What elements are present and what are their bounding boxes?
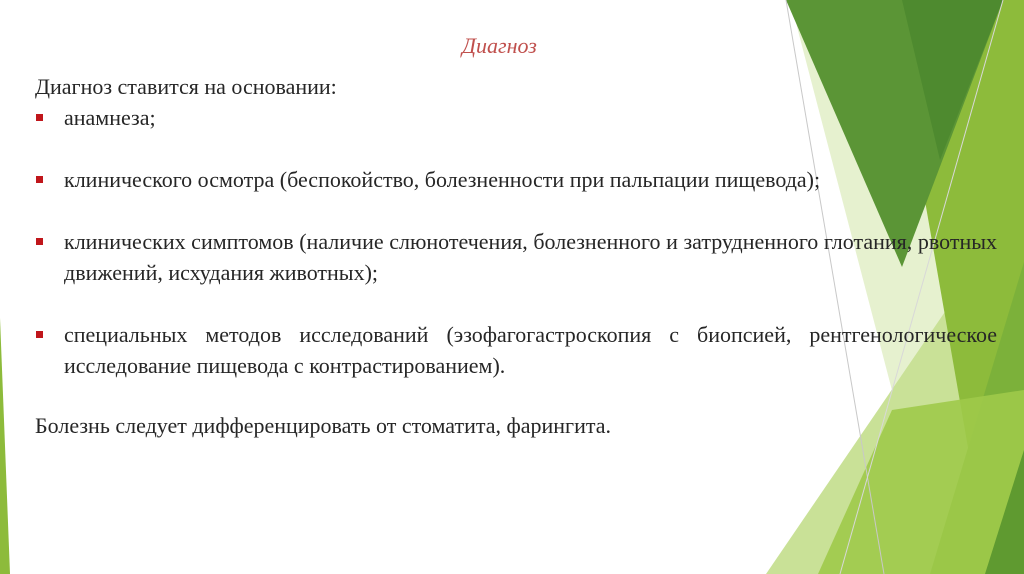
- list-item-text: специальных методов исследований (эзофагогастроскопия с биопсией, рентгенологическое исследование пищевода с контрастированием).: [64, 322, 997, 378]
- square-bullet-icon: [36, 176, 43, 183]
- list-item-text: анамнеза;: [64, 105, 156, 130]
- square-bullet-icon: [36, 331, 43, 338]
- list-item: [35, 319, 997, 381]
- slide-content: [35, 71, 997, 441]
- list-item-text: клинических симптомов (наличие слюнотечения, болезненного и затрудненного глотания, рвотных движений, исхудания животных);: [64, 229, 997, 285]
- left-edge-triangle: [0, 318, 10, 574]
- square-bullet-icon: [36, 114, 43, 121]
- conclusion-text: Болезнь следует дифференцировать от стоматита, фарингита.: [35, 413, 611, 438]
- bullet-list: [35, 102, 997, 381]
- list-item-text: клинического осмотра (беспокойство, болезненности при пальпации пищевода);: [64, 167, 821, 192]
- list-item: [35, 164, 997, 195]
- slide-title: Диагноз: [462, 33, 537, 58]
- square-bullet-icon: [36, 238, 43, 245]
- intro-text: Диагноз ставится на основании:: [35, 74, 337, 99]
- list-item: [35, 102, 997, 133]
- list-item: [35, 226, 997, 288]
